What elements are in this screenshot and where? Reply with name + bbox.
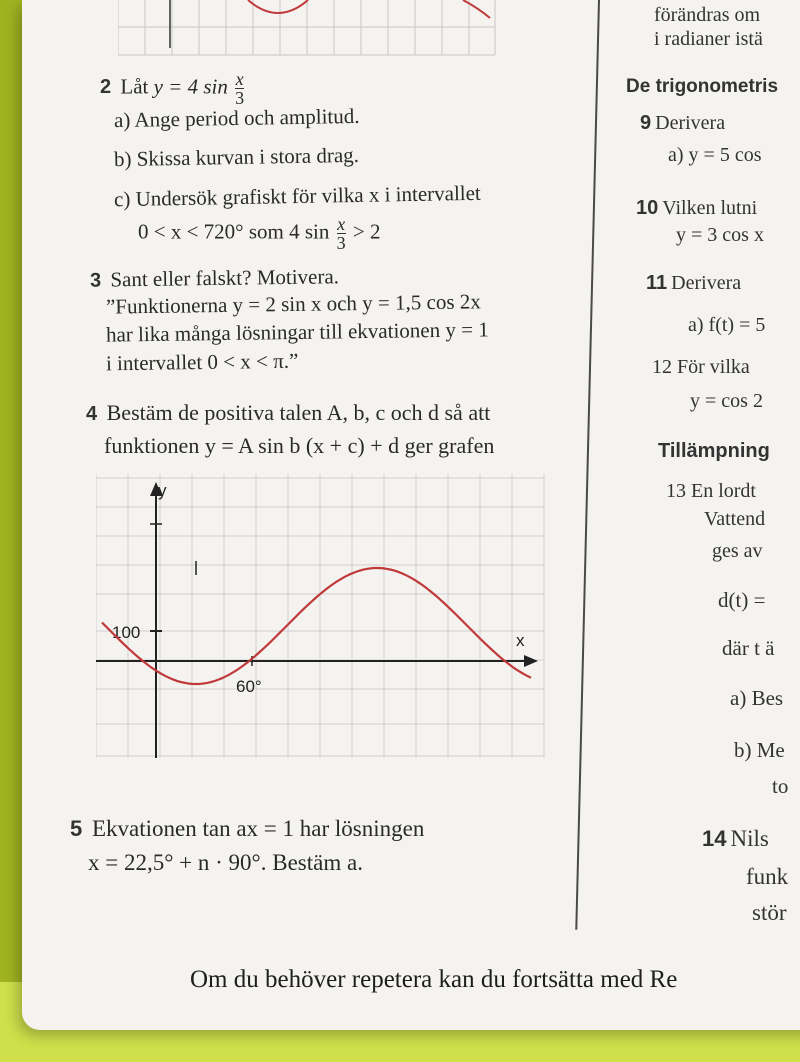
sine-curve bbox=[102, 568, 531, 684]
problem-2c: c) Undersök grafiskt för vilka x i intervallet bbox=[113, 180, 481, 212]
x-tick-label: 60° bbox=[236, 677, 262, 696]
inequality-right: > 2 bbox=[352, 219, 381, 244]
problem-5-text: Ekvationen tan ax = 1 har lösningen bbox=[92, 816, 425, 841]
section-heading-trig: De trigonometris bbox=[626, 76, 779, 97]
x-axis-arrow bbox=[524, 655, 538, 667]
problem-13b-item: b) Me bbox=[734, 738, 785, 762]
problem-11-text: Derivera bbox=[671, 272, 742, 294]
problem-4-text: Bestäm de positiva talen A, b, c och d så att bbox=[106, 400, 491, 425]
problem-14 bbox=[702, 826, 769, 852]
problem-11 bbox=[646, 272, 741, 295]
section-heading-applications: Tillämpning bbox=[658, 440, 770, 462]
problem-13: 13 En lordt bbox=[666, 480, 756, 502]
problem-10-number: 10 bbox=[636, 197, 659, 219]
problem-9a: a) y = 5 cos bbox=[668, 144, 762, 166]
problem-2b: b) Skissa kurvan i stora drag. bbox=[113, 142, 360, 172]
problem-3-line3: har lika många lösningar till ekvationen y = 1 bbox=[105, 317, 489, 347]
problem-3-number: 3 bbox=[89, 269, 102, 292]
fraction-denominator: 3 bbox=[235, 88, 245, 108]
right-top-line2: i radianer istä bbox=[654, 28, 763, 50]
problem-3-line4: i intervallet 0 < x < π.” bbox=[105, 348, 299, 376]
problem-14c: stör bbox=[752, 900, 787, 925]
problem-4-number: 4 bbox=[86, 403, 98, 425]
top-graph-fragment bbox=[118, 0, 496, 56]
y-tick-label: 100 bbox=[112, 623, 141, 642]
inequality-left: 0 < x < 720° som 4 sin bbox=[138, 219, 330, 244]
problem-2-formula: y = 4 sin bbox=[153, 74, 228, 99]
fraction-numerator: x bbox=[337, 214, 346, 234]
problem-2-intro: Låt bbox=[120, 74, 149, 99]
problem-3-line1 bbox=[90, 264, 339, 292]
problem-13b: Vattend bbox=[704, 508, 766, 530]
problem-2a: a) Ange period och amplitud. bbox=[113, 103, 360, 133]
problem-12b: y = cos 2 bbox=[690, 390, 763, 412]
problem-5-line2: x = 22,5° + n · 90°. Bestäm a. bbox=[88, 850, 363, 875]
problem-10 bbox=[636, 197, 757, 220]
problem-10-text: Vilken lutni bbox=[662, 197, 758, 219]
problem-11-number: 11 bbox=[646, 272, 668, 294]
problem-2c-inequality bbox=[138, 215, 380, 252]
problem-13b-cont: to bbox=[772, 774, 789, 798]
problem-2-number: 2 bbox=[100, 76, 112, 99]
x-axis-label: x bbox=[516, 631, 525, 650]
problem-10b: y = 3 cos x bbox=[676, 224, 764, 246]
problem-9 bbox=[640, 112, 725, 135]
problem-13a: a) Bes bbox=[730, 686, 784, 710]
problem-14-text: Nils bbox=[730, 826, 769, 851]
footer-text: Om du behöver repetera kan du fortsätta med Re bbox=[190, 966, 678, 993]
problem-12: 12 För vilka bbox=[652, 356, 750, 378]
fraction-numerator: x bbox=[235, 69, 244, 89]
problem-4-line1 bbox=[86, 400, 490, 426]
problem-5-line1 bbox=[70, 816, 424, 842]
problem-13e: där t ä bbox=[722, 636, 775, 660]
problem-13c: ges av bbox=[712, 540, 763, 562]
problem-14-number: 14 bbox=[702, 826, 727, 851]
y-axis-label: y bbox=[158, 481, 167, 500]
problem-9-number: 9 bbox=[640, 112, 652, 134]
problem-2-fraction bbox=[235, 70, 244, 107]
problem-3-text: Sant eller falskt? Motivera. bbox=[110, 264, 340, 292]
problem-9-text: Derivera bbox=[655, 112, 726, 134]
problem-13d: d(t) = bbox=[718, 588, 766, 612]
problem-5-number: 5 bbox=[70, 816, 83, 841]
problem-2-header bbox=[100, 70, 246, 107]
problem-3-line2: ”Funktionerna y = 2 sin x och y = 1,5 cos 2x bbox=[105, 289, 481, 319]
inequality-fraction bbox=[337, 215, 346, 252]
fraction-denominator: 3 bbox=[336, 233, 346, 253]
problem-11a: a) f(t) = 5 bbox=[688, 314, 766, 336]
problem-4-line2: funktionen y = A sin b (x + c) + d ger grafen bbox=[104, 433, 495, 458]
problem-4-graph bbox=[96, 474, 548, 764]
problem-14b: funk bbox=[746, 864, 789, 889]
right-top-line1: förändras om bbox=[654, 4, 761, 26]
